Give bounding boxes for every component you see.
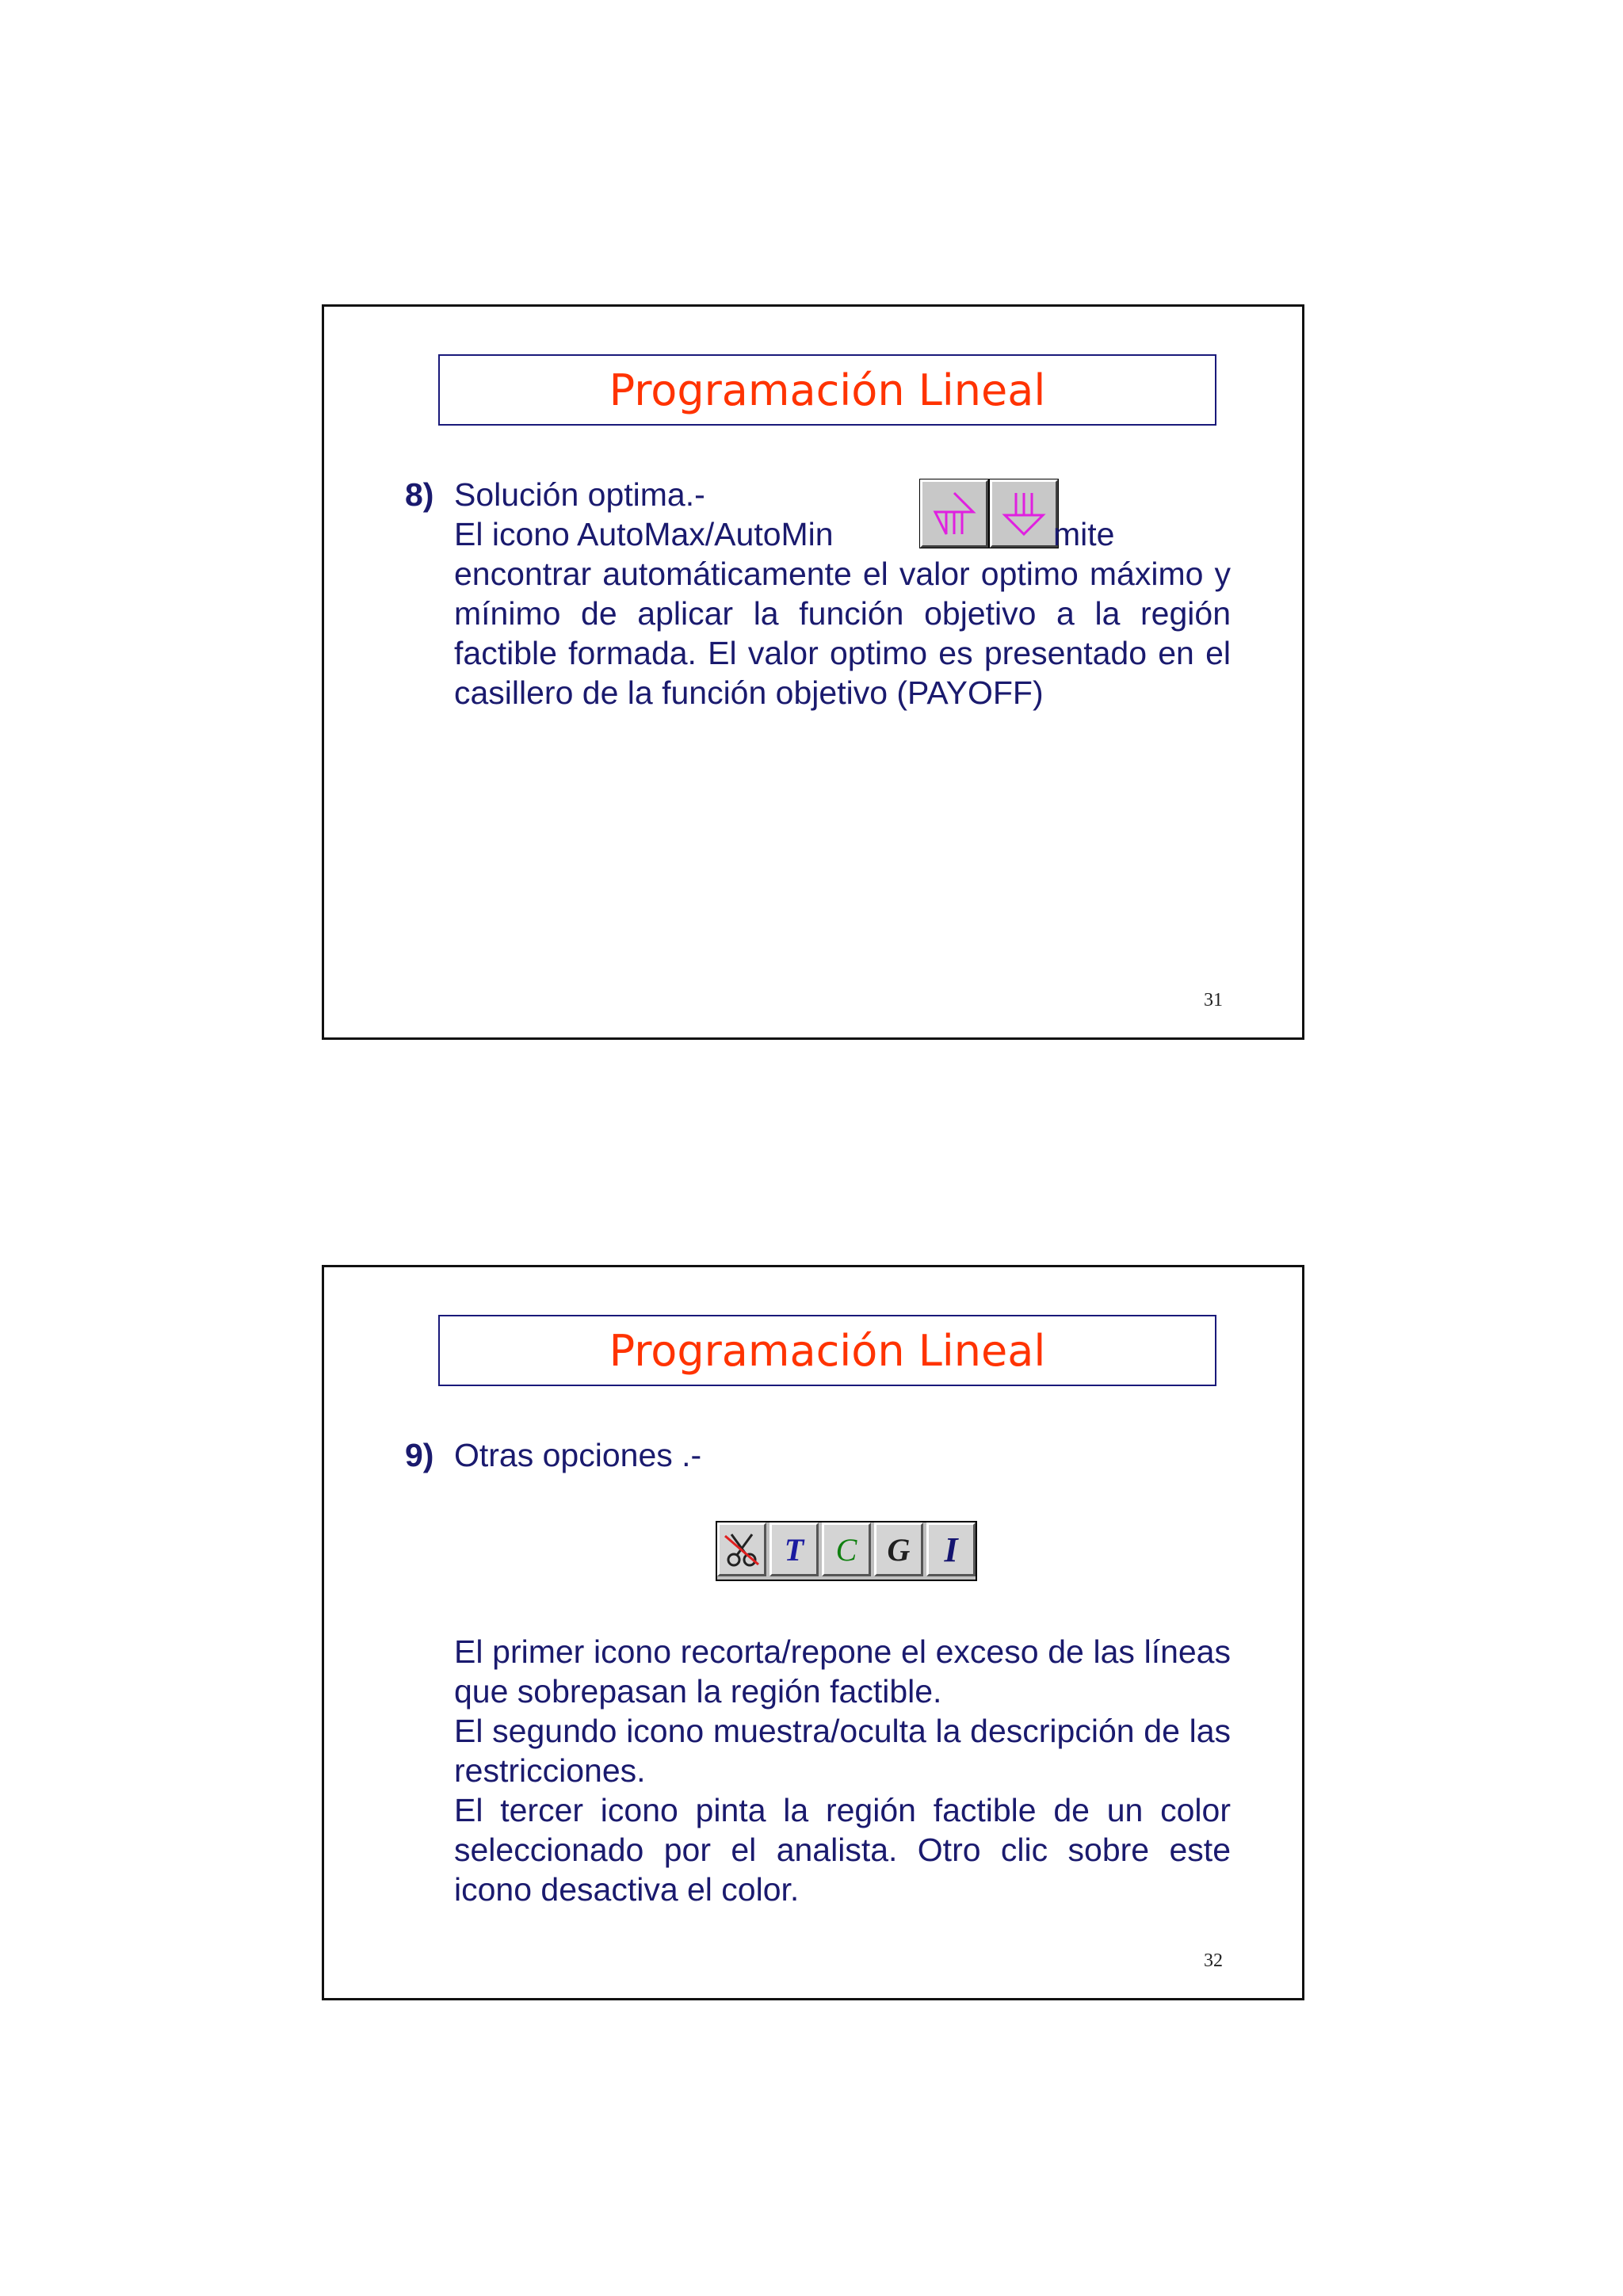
paragraph-second-icon: El segundo icono muestra/oculta la descripción de las restricciones.	[454, 1713, 1231, 1789]
slide-title-box	[438, 354, 1216, 426]
item-heading: Solución optima.-	[454, 476, 705, 513]
slide-31	[322, 304, 1304, 1040]
slide-title-box	[438, 1315, 1216, 1386]
slide-title: Programación Lineal	[609, 365, 1046, 415]
slide-32	[322, 1265, 1304, 2000]
slide-title: Programación Lineal	[609, 1325, 1046, 1376]
item-number: 9)	[405, 1437, 434, 1473]
color-region-button[interactable]: C	[822, 1522, 871, 1576]
item-paragraph: encontrar automáticamente el valor optimo máximo y mínimo de aplicar la función objetivo a la región factible formada. El valor optimo es presentado en el casillero de la función objetivo (PAYOFF)	[454, 556, 1231, 711]
automax-line-end: mite	[1053, 516, 1115, 552]
down-arrow-icon	[999, 488, 1049, 539]
g-button[interactable]: G	[874, 1522, 923, 1576]
i-button[interactable]: I	[926, 1522, 976, 1576]
up-arrow-icon	[929, 488, 980, 539]
automax-line-start: El icono AutoMax/AutoMin	[454, 516, 834, 552]
trim-lines-button[interactable]	[717, 1522, 766, 1576]
automin-icon[interactable]	[990, 479, 1058, 548]
scissors-icon	[722, 1530, 762, 1569]
paragraph-first-icon: El primer icono recorta/repone el exceso de las líneas que sobrepasan la región factible.	[454, 1633, 1231, 1710]
page-number: 32	[1204, 1950, 1223, 1971]
options-toolbar	[716, 1521, 977, 1581]
toggle-descriptions-button[interactable]: T	[769, 1522, 819, 1576]
item-heading: Otras opciones .-	[454, 1437, 702, 1473]
item-number: 8)	[405, 476, 434, 513]
paragraph-third-icon: El tercer icono pinta la región factible de un color seleccionado por el analista. Otro clic sobre este icono desactiva el color.	[454, 1792, 1231, 1908]
automax-icon[interactable]	[920, 479, 988, 548]
page-number: 31	[1204, 990, 1223, 1010]
